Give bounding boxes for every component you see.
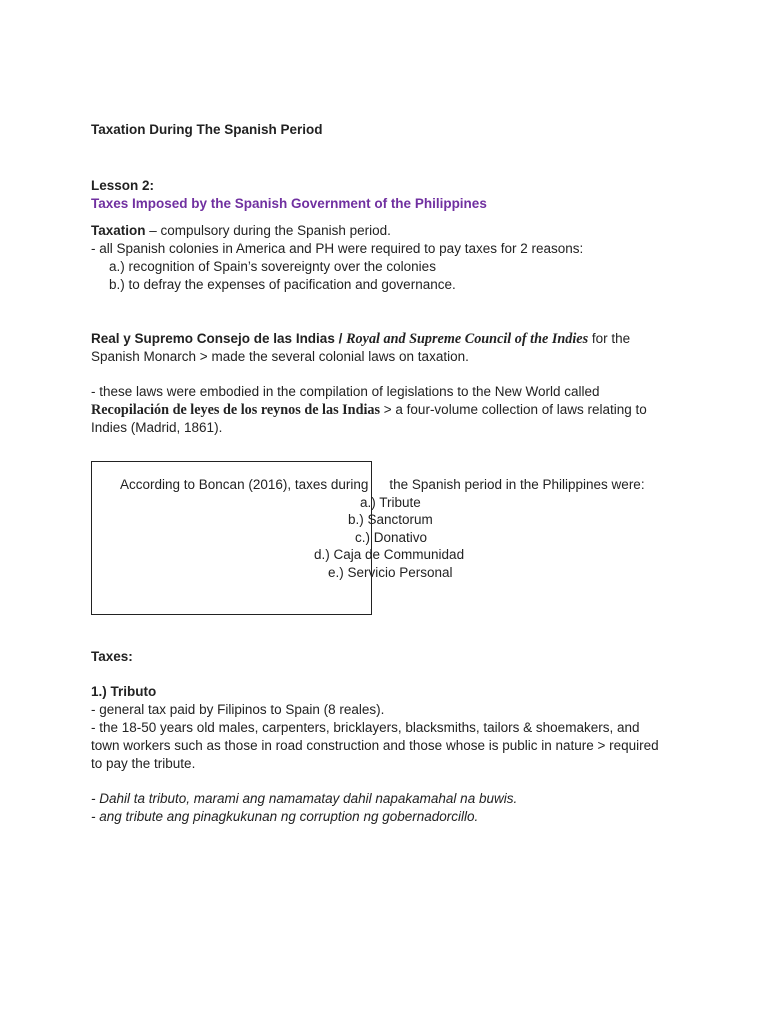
taxation-term: Taxation [91,223,146,238]
taxation-definition [91,222,691,240]
taxation-reasons-intro: - all Spanish colonies in America and PH were required to pay taxes for 2 reasons: [91,241,584,256]
tributo-line-3: town workers such as those in road construction and those whose is public in nature > required [91,738,659,753]
taxes-heading: Taxes: [91,649,133,664]
box-item: b.) Sanctorum [348,512,433,528]
council-name: Real y Supremo Consejo de las Indias [91,331,335,346]
reason-a: a.) recognition of Spain’s sovereignty over the colonies [109,259,436,274]
council-separator: / [334,331,347,346]
laws-line-2-rest: > a four-volume collection of laws relating to [380,402,647,417]
taxes-summary-box [91,476,691,582]
tributo-note-2: - ang tribute ang pinagkukunan ng corruption ng gobernadorcillo. [91,809,479,824]
taxation-definition-text: – compulsory during the Spanish period. [145,223,391,238]
tributo-note-1: - Dahil ta tributo, marami ang namamatay dahil napakamahal na buwis. [91,791,518,806]
tributo-line-2: - the 18-50 years old males, carpenters, bricklayers, blacksmiths, tailors & shoemakers, and [91,720,640,735]
document-title: Taxation During The Spanish Period [91,122,323,137]
council-paragraph [91,330,691,349]
tributo-line-4: to pay the tribute. [91,756,196,771]
tributo-heading: 1.) Tributo [91,684,157,699]
lesson-label: Lesson 2: [91,178,155,193]
tributo-line-1: - general tax paid by Filipinos to Spain (8 reales). [91,702,385,717]
laws-line-1: - these laws were embodied in the compilation of legislations to the New World called [91,384,600,399]
council-rest-1: for the [588,331,631,346]
laws-line-3: Indies (Madrid, 1861). [91,420,223,435]
box-item: a.) Tribute [360,494,421,510]
box-item: c.) Donativo [355,529,428,545]
box-item: e.) Servicio Personal [328,564,453,580]
reason-b: b.) to defray the expenses of pacification and governance. [109,277,456,292]
lesson-subtitle: Taxes Imposed by the Spanish Government of the Philippines [91,196,487,211]
council-rest-2: Spanish Monarch > made the several colonial laws on taxation. [91,349,469,364]
box-item: d.) Caja de Communidad [314,547,465,563]
box-intro-b: the Spanish period in the Philippines were: [389,477,645,492]
box-intro-a: According to Boncan (2016), taxes during [120,477,369,492]
box-intro [91,476,691,494]
laws-line-2 [91,401,691,420]
council-translation: Royal and Supreme Council of the Indies [346,331,589,347]
compilation-name: Recopilación de leyes de los reynos de las Indias [91,402,381,418]
